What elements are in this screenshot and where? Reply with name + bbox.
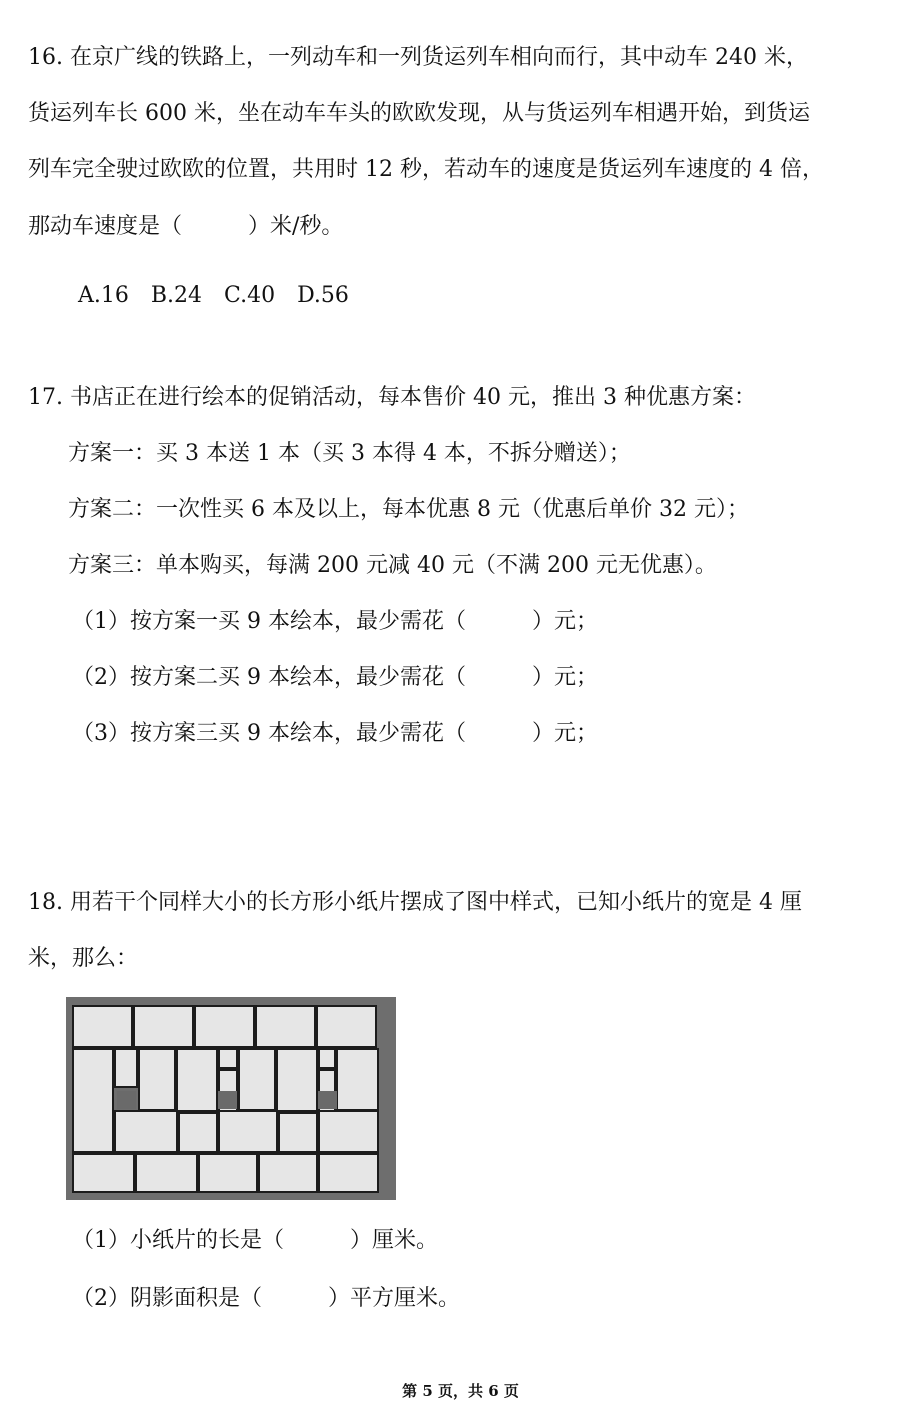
paper-rect xyxy=(218,1048,238,1069)
paper-rect xyxy=(114,1048,138,1088)
paper-rect xyxy=(258,1153,318,1193)
paper-rect xyxy=(176,1048,218,1112)
q17-sub-2: （2）按方案二买 9 本绘本，最少需花（ ）元； xyxy=(72,665,598,690)
paper-rect xyxy=(198,1153,258,1193)
q16-line-1: 16. 在京广线的铁路上，一列动车和一列货运列车相向而行，其中动车 240 米， xyxy=(28,45,808,70)
paper-rect xyxy=(218,1110,278,1153)
paper-rect xyxy=(138,1048,176,1111)
paper-rect xyxy=(238,1048,276,1111)
paper-rect xyxy=(72,1005,133,1048)
paper-rect xyxy=(178,1112,218,1153)
paper-rect xyxy=(194,1005,255,1048)
paper-rect xyxy=(72,1153,135,1193)
paper-rect xyxy=(318,1153,379,1193)
rectangle-tiling-figure xyxy=(66,997,396,1200)
paper-rect xyxy=(72,1048,114,1153)
q17-stem: 17. 书店正在进行绘本的促销活动，每本售价 40 元，推出 3 种优惠方案： xyxy=(28,385,756,410)
page-footer: 第 5 页，共 6 页 xyxy=(402,1382,519,1400)
paper-rect xyxy=(114,1110,178,1153)
q17-plan-1: 方案一：买 3 本送 1 本（买 3 本得 4 本，不拆分赠送）； xyxy=(68,441,631,466)
shaded-square xyxy=(318,1091,337,1109)
q18-line-2: 米，那么： xyxy=(28,946,139,971)
paper-rect xyxy=(278,1112,318,1153)
paper-rect xyxy=(276,1048,318,1112)
q16-line-2: 货运列车长 600 米，坐在动车车头的欧欧发现，从与货运列车相遇开始，到货运 xyxy=(28,101,810,126)
paper-rect xyxy=(255,1005,316,1048)
paper-rect xyxy=(318,1048,336,1069)
q17-sub-3: （3）按方案三买 9 本绘本，最少需花（ ）元； xyxy=(72,721,598,746)
q16-line-4: 那动车速度是（ ）米/秒。 xyxy=(28,214,344,239)
paper-rect xyxy=(133,1005,194,1048)
q17-plan-3: 方案三：单本购买，每满 200 元减 40 元（不满 200 元无优惠）。 xyxy=(68,553,717,578)
paper-rect xyxy=(316,1005,377,1048)
paper-rect xyxy=(135,1153,198,1193)
q16-options: A.16 B.24 C.40 D.56 xyxy=(78,283,349,308)
q18-line-1: 18. 用若干个同样大小的长方形小纸片摆成了图中样式，已知小纸片的宽是 4 厘 xyxy=(28,890,802,915)
q18-sub-2: （2）阴影面积是（ ）平方厘米。 xyxy=(72,1286,460,1311)
shaded-square xyxy=(218,1091,237,1109)
shaded-square xyxy=(117,1091,136,1109)
q17-plan-2: 方案二：一次性买 6 本及以上，每本优惠 8 元（优惠后单价 32 元）； xyxy=(68,497,749,522)
paper-rect xyxy=(336,1048,379,1111)
paper-rect xyxy=(318,1110,379,1153)
q16-line-3: 列车完全驶过欧欧的位置，共用时 12 秒，若动车的速度是货运列车速度的 4 倍， xyxy=(28,157,824,182)
q17-sub-1: （1）按方案一买 9 本绘本，最少需花（ ）元； xyxy=(72,609,598,634)
q18-sub-1: （1）小纸片的长是（ ）厘米。 xyxy=(72,1228,438,1253)
